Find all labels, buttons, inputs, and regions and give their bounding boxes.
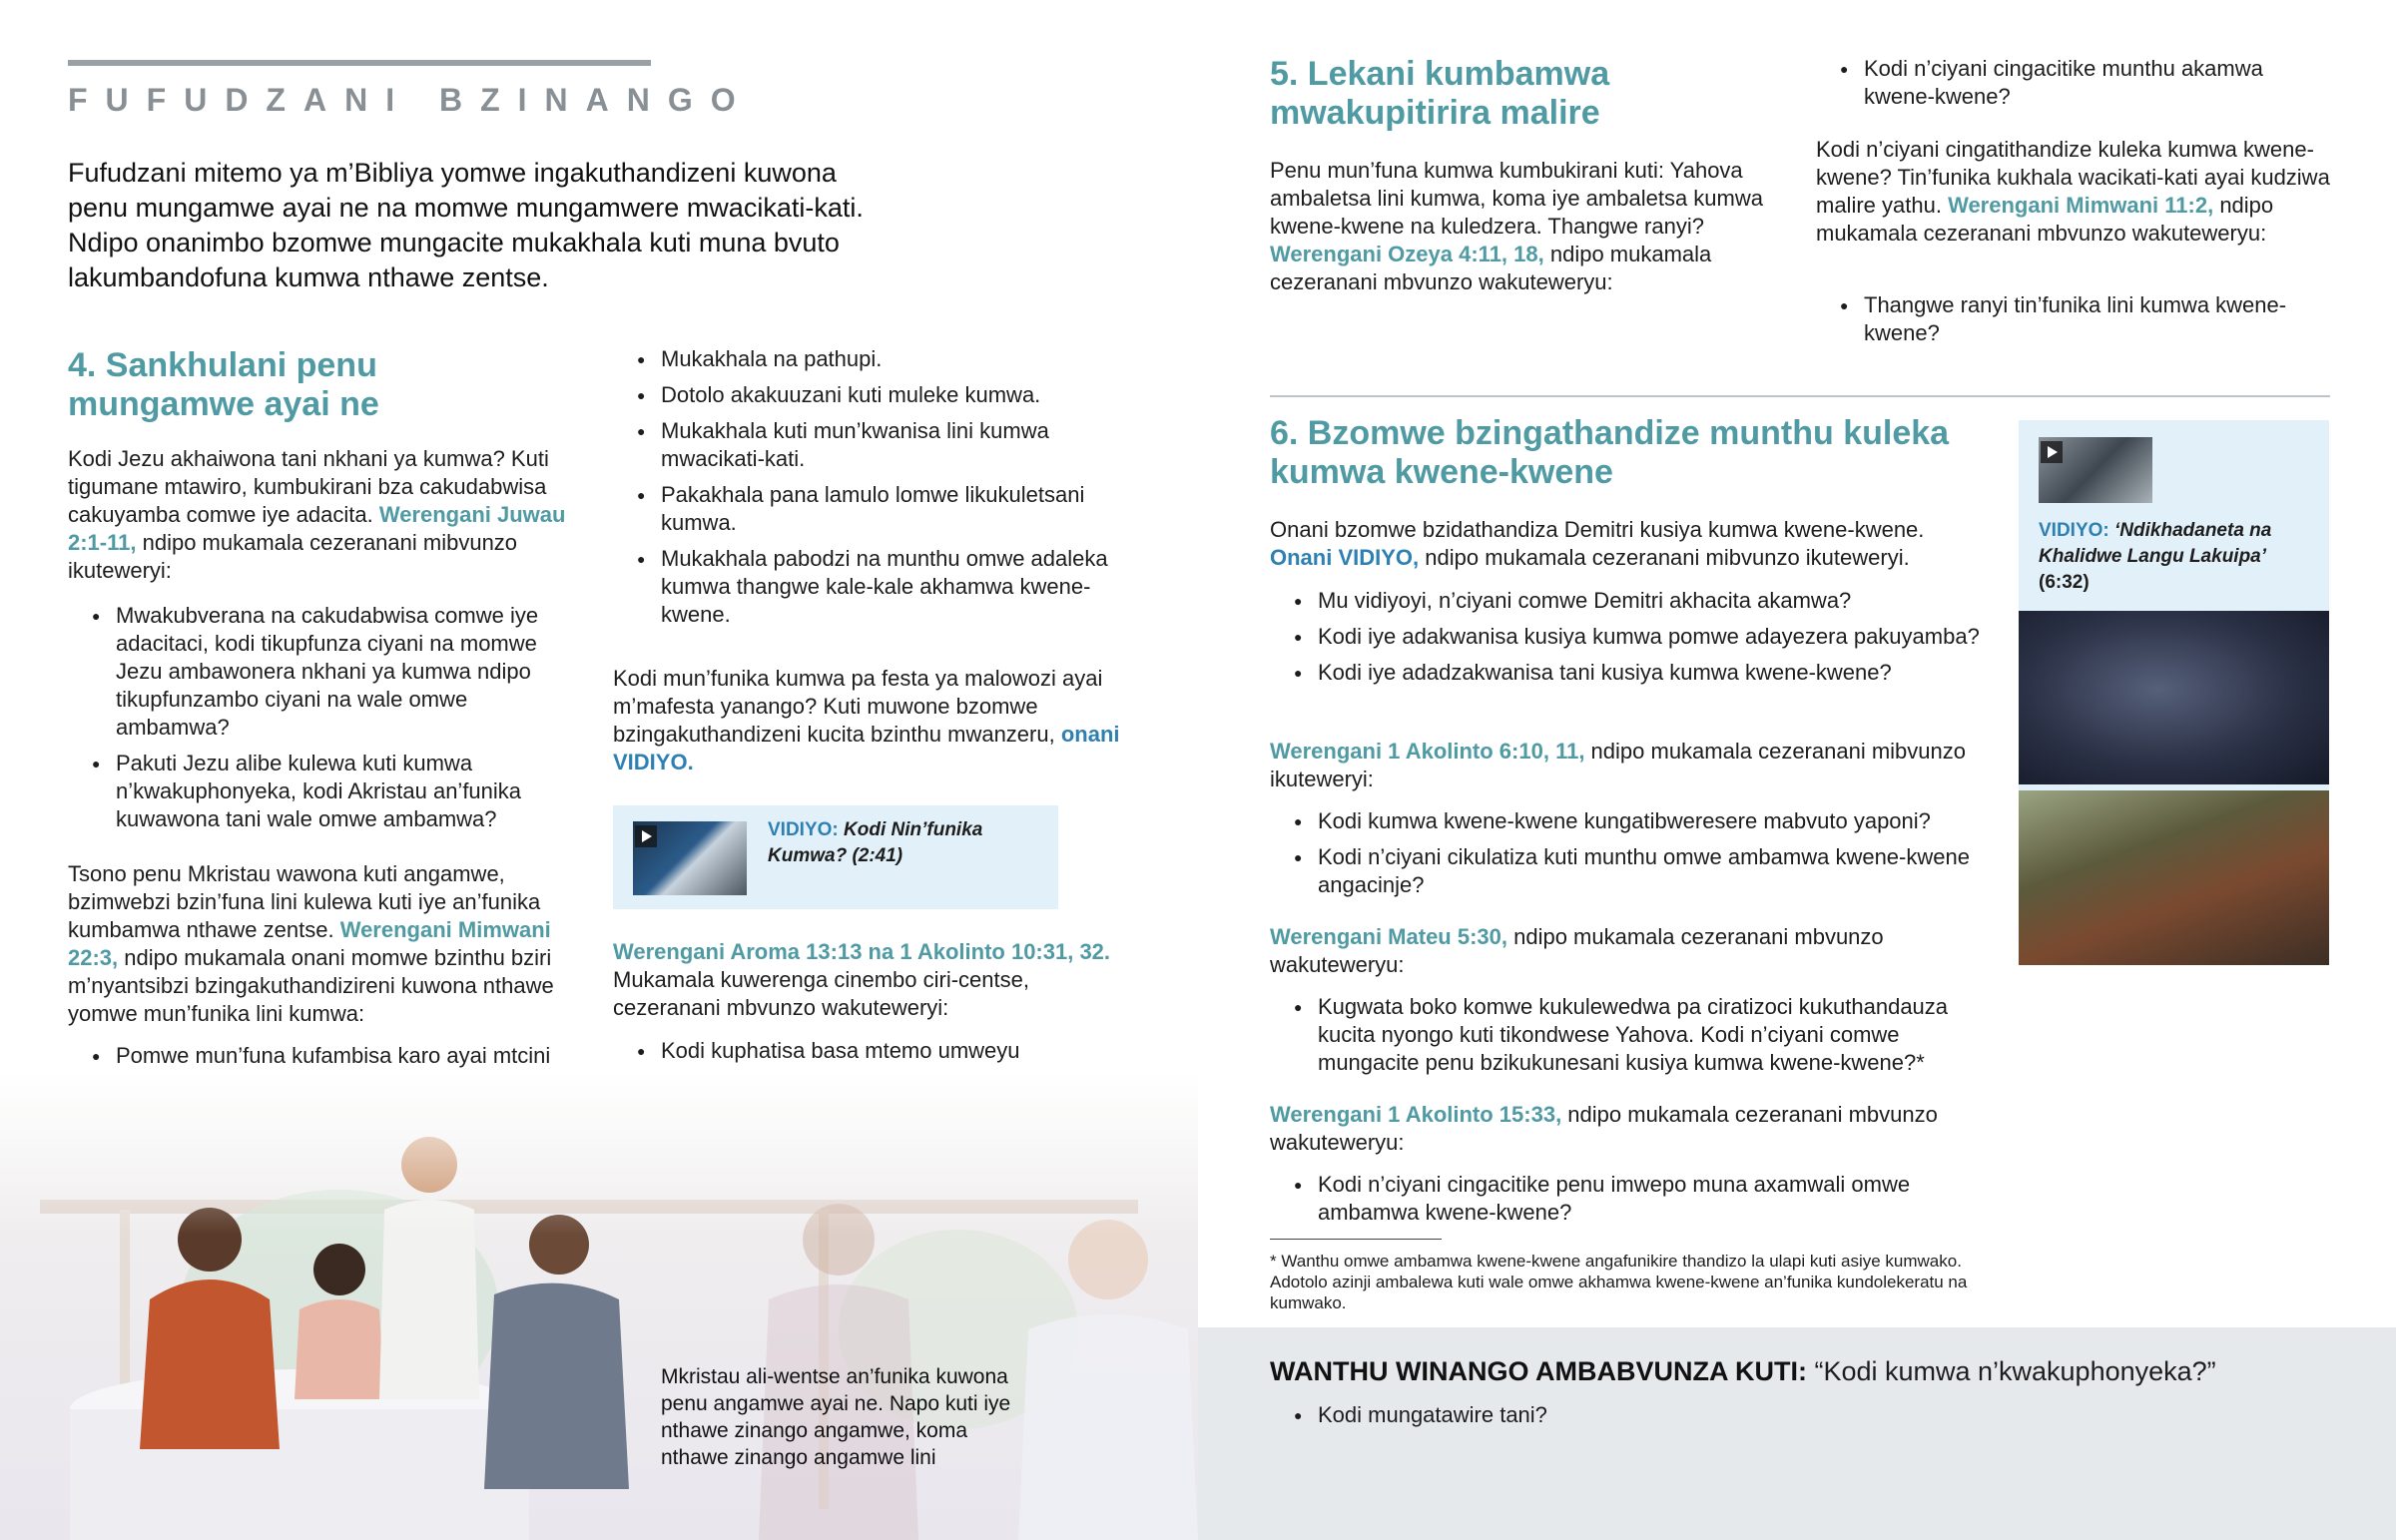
section-6-paragraph-after: ndipo mukamala cezeranani mibvunzo ikuteweryi. [1419,545,1910,570]
column-2-paragraph-text: Kodi mun’funika kumwa pa festa ya malowozi ayai m’mafesta yanango? Kuti muwone bzomwe bzingakuthandizeni kucita bzinthu mwanzeru, [613,666,1103,747]
sidebar-video-label [2039,518,2318,596]
column-2-refs-after: Mukamala kuwerenga cinembo ciri-centse, cezeranani mbvunzo wakuteweryi: [613,967,1029,1020]
section-4-paragraph-1 [68,445,577,585]
scripture-link-1-akolinto-15[interactable]: Werengani 1 Akolinto 15:33, [1270,1102,1562,1127]
section-4-paragraph-2 [68,860,577,1028]
scripture-link-mimwani-11[interactable]: Werengani Mimwani 11:2, [1948,193,2214,218]
section-6-ref-1-after: ndipo mukamala cezeranani mibvunzo ikuteweryi: [1270,739,1966,791]
section-divider [1270,395,2330,397]
section-4-title: 4. Sankhulani penu mungamwe ayai ne [68,346,379,423]
column-2-bullets [613,345,1132,637]
footnote-rule [1270,1239,1442,1240]
scripture-link-ozeya[interactable]: Werengani Ozeya 4:11, 18, [1270,242,1544,266]
section-6-bullets-4 [1270,1171,1989,1235]
scripture-link-mimwani-22[interactable]: Werengani Mimwani 22:3, [68,917,551,970]
list-item: ● Kodi iye adakwanisa kusiya kumwa pomwe adayezera pakuyamba? [1270,623,1989,651]
section-5-paragraph-2-after: ndipo mukamala cezeranani mbvunzo wakuteweryu: [1816,193,2274,246]
sidebar-video-duration: (6:32) [2039,572,2090,593]
section-4-paragraph-2-after: ndipo mukamala onani momwe bzinthu bziri m’nyantsibzi bzingakuthandizireni kuwona nthawe yomwe mun’funika lini kumwa: [68,945,554,1026]
list-item: ● Mu vidiyoyi, n’ciyani comwe Demitri akhacita akamwa? [1270,587,1989,615]
list-item: ● Kodi kuphatisa basa mtemo umweyu [613,1037,1132,1121]
video-link-demitri[interactable]: Onani VIDIYO, [1270,545,1420,570]
scripture-link-juwau[interactable]: Werengani Juwau 2:1-11, [68,502,566,555]
section-kicker: FUFUDZANI BZINANGO [68,82,754,118]
section-4-bullets-1 [68,602,577,841]
question-heading [1270,1353,2318,1389]
list-item: ● Mukakhala pabodzi na munthu omwe adaleka kumwa thangwe kale-kale akhamwa kwene-kwene. [613,545,1132,629]
list-item: ● Pakuti Jezu alibe kulewa kuti kumwa n’kwakuphonyeka, kodi Akristau an’funika kuwawona tani wale omwe ambamwa? [68,750,577,833]
question-label: WANTHU WINANGO AMBABVUNZA KUTI: [1270,1356,1807,1386]
column-2-paragraph [613,665,1132,776]
list-item: ● Mukakhala na pathupi. [613,345,1132,373]
section-5-paragraph-2-text: Kodi n’ciyani cingatithandize kuleka kumwa kwene-kwene? Tin’funika kukhala wacikati-kati ayai kudziwa malire yathu. [1816,137,2330,218]
section-6-bullets-3 [1270,993,1989,1085]
scripture-link-mateu[interactable]: Werengani Mateu 5:30, [1270,924,1507,949]
section-6-paragraph-text: Onani bzomwe bzidathandiza Demitri kusiya kumwa kwene-kwene. [1270,517,1925,542]
section-5-bullets-2 [1816,291,2315,355]
section-5-paragraph-2 [1816,136,2335,248]
photo-family-study [2019,790,2329,965]
list-item: ● Kugwata boko komwe kukulewedwa pa ciratizoci kukuthandauza kucita nyongo kuti tikondwese Yahova. Kodi n’ciyani comwe mungacite penu bzikukunesani kusiya kumwa kwene-kwene?* [1270,993,1989,1077]
section-6-ref-2 [1270,923,1989,979]
list-item: ● Kodi n’ciyani cikulatiza kuti munthu omwe ambamwa kwene-kwene angacinje? [1270,843,1989,899]
video-thumbnail-demitri[interactable] [2039,437,2152,503]
column-2-refs [613,938,1132,1022]
section-4-paragraph-1-after: ndipo mukamala cezeranani mibvunzo ikuteweryi: [68,530,518,583]
list-item: ● Kodi n’ciyani cingacitike munthu akamwa kwene-kwene? [1816,55,2315,111]
section-6-ref-3 [1270,1101,1989,1157]
scripture-link-1-akolinto-6[interactable]: Werengani 1 Akolinto 6:10, 11, [1270,739,1585,764]
sidebar-video-title[interactable]: ‘Ndikhadaneta na Khalidwe Langu Lakuipa’ [2039,520,2272,567]
section-5-paragraph [1270,157,1787,296]
section-6-ref-3-after: ndipo mukamala cezeranani mbvunzo wakuteweryu: [1270,1102,1938,1155]
play-icon[interactable] [635,825,657,847]
sidebar-video-tag: VIDIYO: [2039,520,2109,541]
video-card-kumwa[interactable] [613,805,1058,909]
section-6-ref-1 [1270,738,1989,793]
section-5-paragraph-text: Penu mun’funa kumwa kumbukirani kuti: Yahova ambaletsa lini kumwa, koma iye ambaletsa kumwa kwene-kwene na kuledzera. Thangwe ranyi? [1270,158,1763,239]
list-item: ● Mukakhala kuti mun’kwanisa lini kumwa mwacikati-kati. [613,417,1132,473]
play-icon[interactable] [2041,441,2063,463]
video-label [768,817,1047,869]
section-6-bullets-1 [1270,587,1989,695]
list-item: ● Kodi kumwa kwene-kwene kungatibweresere mabvuto yaponi? [1270,807,1989,835]
list-item: ● Thangwe ranyi tin’funika lini kumwa kwene-kwene? [1816,291,2315,347]
photo-man-drinking [2019,611,2329,784]
list-item: ● Dotolo akakuuzani kuti muleke kumwa. [613,381,1132,409]
section-4-paragraph-1-text: Kodi Jezu akhaiwona tani nkhani ya kumwa? Kuti tigumane mtawiro, kumbukirani bza cakudabwisa cakuyamba comwe iye adacita. [68,446,549,527]
section-6-title: 6. Bzomwe bzingathandize munthu kuleka kumwa kwene-kwene [1270,414,1950,491]
section-6-ref-2-after: ndipo mukamala cezeranani mbvunzo wakuteweryu: [1270,924,1884,977]
video-tag: VIDIYO: [768,819,839,840]
section-5-bullet-top [1816,55,2315,119]
section-5-title: 5. Lekani kumbamwa mwakupitirira malire [1270,55,1610,132]
header-rule [68,60,651,66]
list-item: ● Kodi n’ciyani cingacitike penu imwepo muna axamwali omwe ambamwa kwene-kwene? [1270,1171,1989,1227]
list-item: ● Kodi mungatawire tani? [1270,1401,1989,1429]
list-item: ● Pakakhala pana lamulo lomwe likukuletsani kumwa. [613,481,1132,537]
section-6-bullets-2 [1270,807,1989,907]
question-text: “Kodi kumwa n’kwakuphonyeka?” [1814,1356,2216,1386]
intro-paragraph: Fufudzani mitemo ya m’Bibliya yomwe ingakuthandizeni kuwona penu mungamwe ayai ne na momwe mungamwere mwacikati-kati. Ndipo onanimbo bzomwe mungacite mukakhala kuti muna bvuto lakumbandofuna kumwa nthawe zentse. [68,158,864,292]
video-link[interactable]: onani VIDIYO. [613,722,1120,774]
list-item: ● Kodi iye adadzakwanisa tani kusiya kumwa kwene-kwene? [1270,659,1989,687]
video-title[interactable]: Kodi Nin’funika Kumwa? (2:41) [768,819,983,866]
list-item: ● Mwakubverana na cakudabwisa comwe iye adacitaci, kodi tikupfunza ciyani na momwe Jezu ambawonera nkhani ya kumwa ndipo tikupfunzambo ciyani na wale omwe ambamwa? [68,602,577,742]
footnote: * Wanthu omwe ambamwa kwene-kwene angafunikire thandizo la ulapi kuti asiye kumwako. Adotolo azinji ambalewa kuti wale omwe akhamwa kwene-kwene an’funika kundolekeratu na kumwako. [1270,1252,1968,1312]
section-6-paragraph [1270,516,1989,572]
section-5-paragraph-after: ndipo mukamala cezeranani mbvunzo wakuteweryu: [1270,242,1712,294]
section-4-paragraph-2-text: Tsono penu Mkristau wawona kuti angamwe, bzimwebzi bzin’funa lini kulewa kuti iye an’funika kumbamwa nthawe zentse. [68,861,541,942]
video-thumbnail[interactable] [633,821,747,895]
list-item: ● Pomwe mun’funa kufambisa karo ayai mtcini [68,1042,577,1098]
scripture-link-aroma[interactable]: Werengani Aroma 13:13 na 1 Akolinto 10:31, 32. [613,939,1111,964]
illustration-caption: Mkristau ali-wentse an’funika kuwona penu angamwe ayai ne. Napo kuti iye nthawe zinango angamwe, koma nthawe zinango angamwe lini [661,1365,1011,1469]
bottom-bullets [1270,1401,1989,1437]
